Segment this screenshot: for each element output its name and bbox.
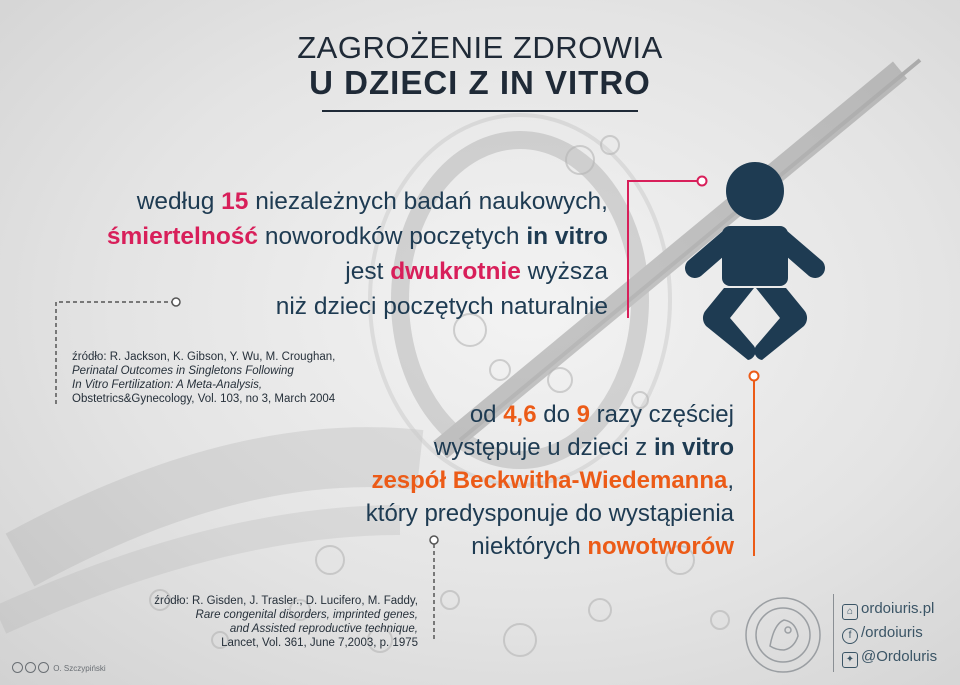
fact-2-line-4: który predysponuje do wystąpienia (365, 500, 734, 527)
fact-1-line-4: niż dzieci poczętych naturalnie (275, 293, 608, 320)
source-2-line-3: and Assisted reproductive technique, (229, 623, 418, 635)
source-2-line-4: Lancet, Vol. 361, June 7,2003, p. 1975 (221, 637, 418, 649)
by-icon (25, 662, 36, 673)
highlight: 15 (221, 188, 249, 215)
highlight: śmiertelność (106, 223, 259, 250)
source-1-line-1: źródło: R. Jackson, K. Gibson, Y. Wu, M. Croughan, (72, 351, 336, 363)
home-icon: ⌂ (842, 604, 858, 620)
highlight: nowotworów (587, 533, 734, 560)
highlight: 9 (576, 401, 590, 428)
highlight: dwukrotnie (390, 258, 521, 285)
fact-2-line-1 (366, 398, 734, 431)
text: noworodków poczętych (258, 223, 527, 250)
twitter-icon: ✦ (842, 652, 858, 668)
source-2-line-2: Rare congenital disorders, imprinted genes, (195, 609, 418, 621)
twitter-label: @Ordoluris (861, 648, 938, 665)
source-1-line-4: Obstetrics&Gynecology, Vol. 103, no 3, March 2004 (72, 393, 336, 405)
footer-divider (833, 594, 834, 672)
website-link[interactable] (842, 600, 934, 620)
fact-2 (366, 398, 734, 563)
source-1 (72, 350, 335, 406)
facebook-icon: f (842, 628, 858, 644)
fact-2-line-3 (366, 464, 734, 497)
text: jest (345, 258, 391, 285)
source-1-line-3: In Vitro Fertilization: A Meta-Analysis, (72, 379, 263, 391)
title-line-1: ZAGROŻENIE ZDROWIA (297, 30, 663, 65)
text: występuje u dzieci z (433, 434, 654, 461)
source-2 (154, 594, 418, 650)
text: do (536, 401, 577, 428)
source-2-line-1: źródło: R. Gisden, J. Trasler., D. Lucifero, M. Faddy, (154, 595, 418, 607)
text: wyższa (520, 258, 608, 285)
text: według (136, 188, 222, 215)
facebook-label: /ordoiuris (861, 624, 923, 641)
highlight: 4,6 (503, 401, 537, 428)
text: , (727, 467, 734, 494)
fact-2-line-2 (366, 431, 734, 464)
author-credit (12, 662, 106, 673)
facebook-link[interactable] (842, 624, 923, 644)
credit-label: O. Szczypiński (53, 664, 106, 673)
fact-1-line-3 (107, 254, 608, 289)
twitter-link[interactable] (842, 648, 937, 668)
text: niezależnych badań naukowych, (248, 188, 608, 215)
source-1-line-2: Perinatal Outcomes in Singletons Following (72, 365, 294, 377)
text: razy częściej (589, 401, 734, 428)
baby-icon (684, 160, 826, 366)
ordo-iuris-seal (744, 596, 822, 674)
nd-icon (38, 662, 49, 673)
title-line-2: U DZIECI Z IN VITRO (309, 64, 651, 101)
fact-2-line-5 (366, 530, 734, 563)
emphasis: in vitro (526, 223, 608, 250)
cc-icon (12, 662, 23, 673)
emphasis: in vitro (653, 434, 734, 461)
fact-1 (107, 184, 608, 324)
website-label: ordoiuris.pl (861, 600, 935, 617)
fact-1-line-1 (107, 184, 608, 219)
highlight: zespół Beckwitha-Wiedemanna (371, 467, 728, 494)
text: niektórych (471, 533, 588, 560)
fact-1-line-2 (107, 219, 608, 254)
text: od (469, 401, 504, 428)
